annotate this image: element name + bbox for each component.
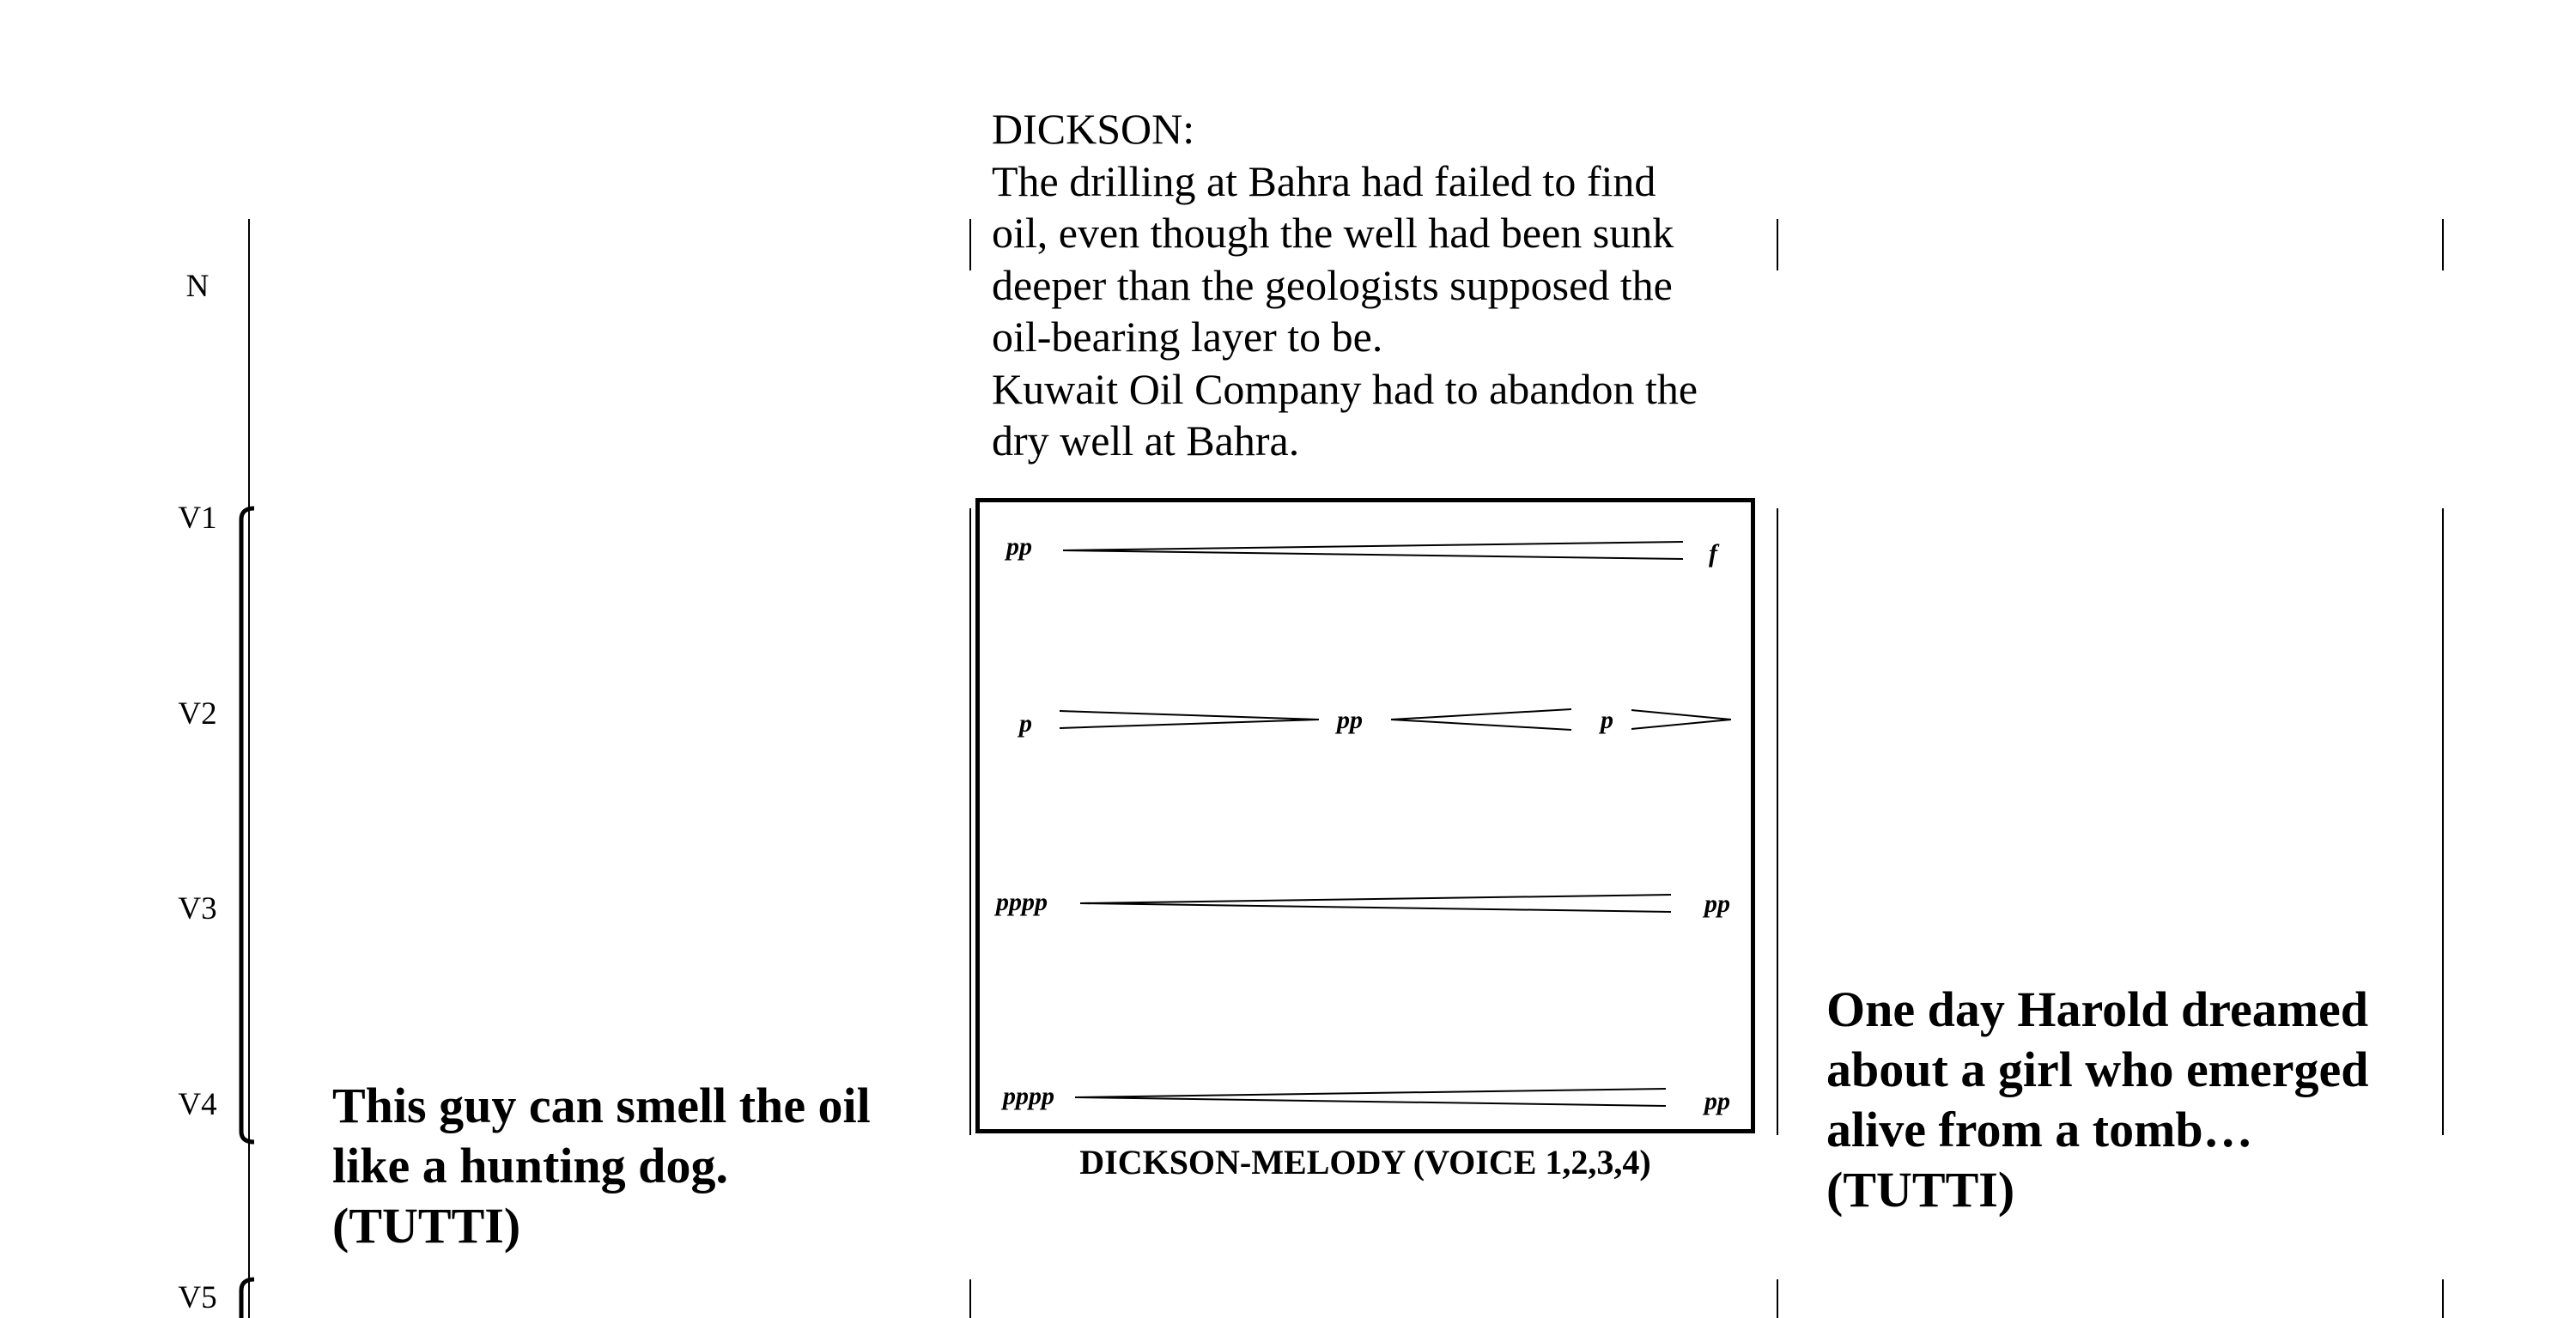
- voice2-mid-dynamic: pp: [1337, 706, 1363, 734]
- voice2-crescendo-hairpin: [1391, 709, 1571, 730]
- narration-speaker: DICKSON:: [992, 105, 1195, 153]
- right-text-line: alive from a tomb…: [1826, 1102, 2253, 1157]
- left-tutti-text: [332, 1076, 871, 1256]
- narration-line: Kuwait Oil Company had to abandon the: [992, 364, 1698, 413]
- left-text-line: like a hunting dog.: [332, 1138, 728, 1193]
- voice1-end-dynamic: f: [1709, 539, 1717, 568]
- voice1-start-dynamic: pp: [1006, 532, 1032, 561]
- part-label-v5: V5: [178, 1280, 217, 1315]
- part-label-n: N: [185, 269, 210, 304]
- narration-line: deeper than the geologists supposed the: [992, 260, 1673, 309]
- right-text-line: (TUTTI): [1826, 1162, 2015, 1218]
- right-tutti-text: [1826, 980, 2369, 1220]
- voice2-mid2-dynamic: p: [1601, 706, 1613, 734]
- voice2-end-diminuendo-hairpin: [1631, 710, 1731, 729]
- narration-line: oil, even though the well had been sunk: [992, 209, 1674, 257]
- part-label-v4: V4: [178, 1087, 217, 1122]
- melody-box-caption: DICKSON-MELODY (VOICE 1,2,3,4): [1079, 1143, 1651, 1181]
- voice3-start-dynamic: pppp: [996, 888, 1048, 916]
- part-label-v1: V1: [178, 501, 217, 536]
- left-text-line: (TUTTI): [332, 1198, 521, 1254]
- part-label-v2: V2: [178, 696, 217, 732]
- right-text-line: One day Harold dreamed: [1826, 981, 2369, 1037]
- voice1-crescendo-hairpin: [1063, 542, 1683, 559]
- narration-line: dry well at Bahra.: [992, 416, 1300, 465]
- voice4-crescendo-hairpin: [1075, 1089, 1666, 1106]
- narration-line: oil-bearing layer to be.: [992, 313, 1383, 361]
- right-text-line: about a girl who emerged: [1826, 1042, 2369, 1097]
- voice2-diminuendo-hairpin: [1060, 711, 1319, 728]
- voice2-start-dynamic: p: [1019, 709, 1032, 738]
- voice3-crescendo-hairpin: [1080, 895, 1671, 912]
- left-text-line: This guy can smell the oil: [332, 1078, 871, 1133]
- part-label-v3: V3: [178, 891, 217, 926]
- voice4-start-dynamic: pppp: [1003, 1082, 1054, 1110]
- voice3-end-dynamic: pp: [1704, 890, 1730, 918]
- voice4-end-dynamic: pp: [1704, 1087, 1730, 1115]
- narration-line: The drilling at Bahra had failed to find: [992, 156, 1656, 205]
